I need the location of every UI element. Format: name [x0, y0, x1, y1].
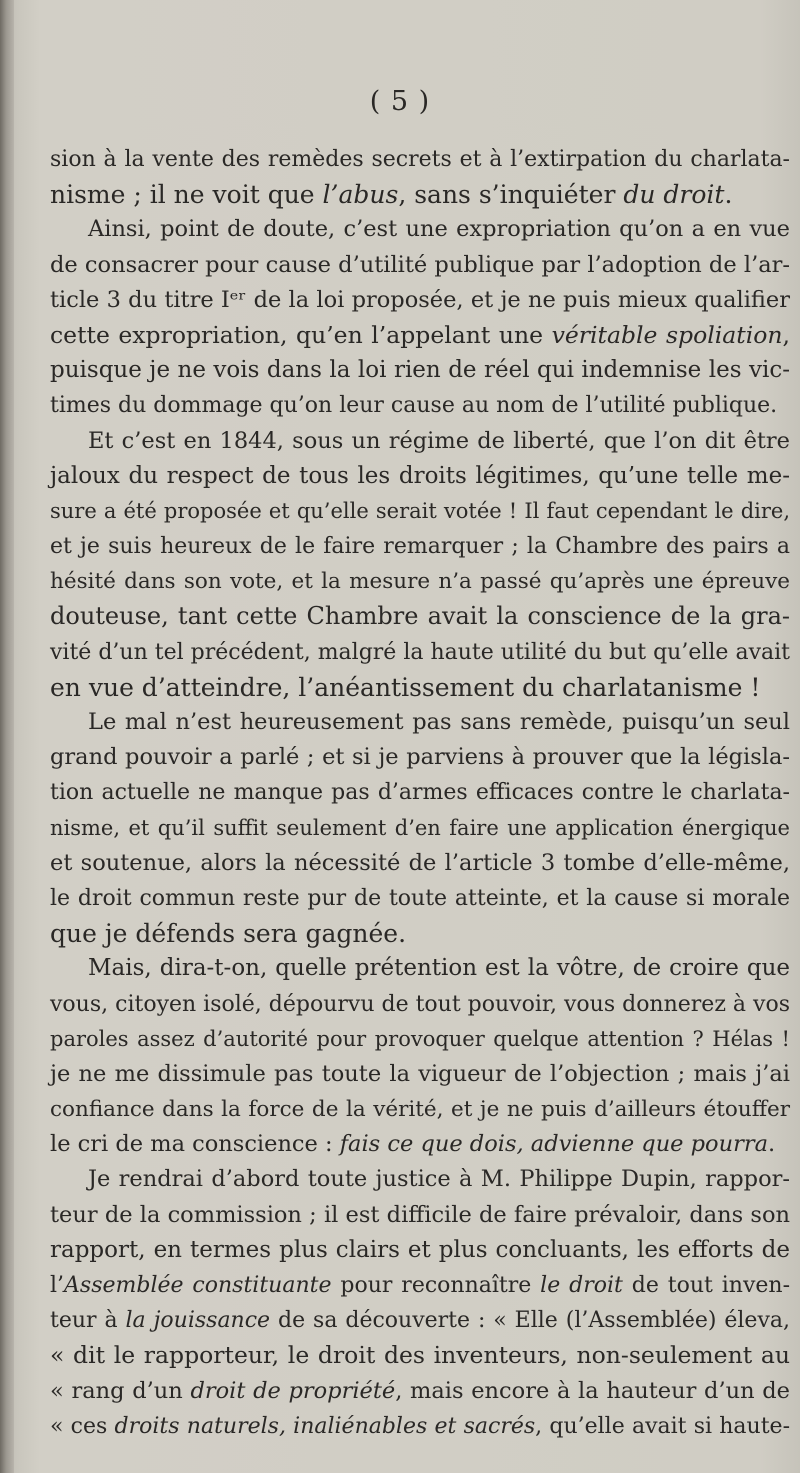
page-number: ( 5 )	[369, 86, 431, 117]
text-span: .	[768, 1131, 776, 1158]
text-span: puisque je ne vois dans la loi rien de réel qui indemnise les vic-	[50, 357, 790, 384]
text-span: en vue d’atteindre, l’anéantissement du charlatanisme !	[50, 672, 761, 702]
text-span: « rang d’un	[50, 1377, 191, 1404]
text-span: pour reconnaître	[331, 1273, 541, 1298]
text-span: de consacrer pour cause d’utilité publique par l’adoption de l’ar-	[50, 251, 790, 278]
text-span: .	[724, 180, 733, 210]
text-span: teur de la commission ; il est difficile de faire prévaloir, dans son	[50, 1201, 790, 1228]
italic-text: fais ce que dois, advienne que pourra	[339, 1131, 769, 1158]
text-span: rapport, en termes plus clairs et plus concluants, les efforts de	[50, 1236, 790, 1263]
text-span: sure a été proposée et qu’elle serait votée ! Il faut cependant le dire,	[50, 498, 790, 523]
text-span: et je suis heureux de le faire remarquer ; la Chambre des pairs a	[50, 534, 790, 560]
text-span: je ne me dissimule pas toute la vigueur de l’objection ; mais j’ai	[50, 1060, 790, 1087]
text-span: paroles assez d’autorité pour provoquer quelque attention ? Hélas !	[50, 1026, 790, 1051]
italic-text: du droit	[623, 180, 725, 210]
text-line	[50, 1092, 790, 1127]
text-line	[50, 635, 790, 670]
text-span: et soutenue, alors la nécessité de l’article 3 tombe d’elle-même,	[50, 849, 790, 876]
text-line	[50, 564, 790, 599]
text-line	[50, 1268, 790, 1303]
text-line	[50, 248, 790, 283]
text-line	[50, 142, 790, 177]
text-line	[50, 388, 790, 423]
text-line	[50, 353, 790, 388]
text-line	[50, 1303, 790, 1338]
text-span: le cri de ma conscience :	[50, 1131, 340, 1158]
text-span: sion à la vente des remèdes secrets et à l’extirpation du charlata-	[50, 147, 790, 172]
italic-text: droit de propriété	[190, 1377, 396, 1404]
text-line	[50, 1162, 790, 1197]
body-text	[50, 142, 790, 1444]
italic-text: le droit	[540, 1273, 623, 1298]
text-span: l’	[50, 1273, 65, 1298]
italic-text: Assemblée constituante	[64, 1273, 332, 1298]
text-span: teur à	[50, 1308, 126, 1334]
text-span: vous, citoyen isolé, dépourvu de tout pouvoir, vous donnerez à vos	[50, 991, 790, 1017]
text-line	[50, 916, 790, 951]
text-span: de sa découverte : « Elle (l’Assemblée) éleva,	[270, 1308, 790, 1334]
text-line	[50, 459, 790, 494]
text-line	[50, 212, 790, 247]
text-line	[50, 529, 790, 564]
text-span: tion actuelle ne manque pas d’armes efficaces contre le charlata-	[50, 780, 790, 806]
text-line	[50, 705, 790, 740]
text-line	[50, 318, 790, 353]
text-span: Ainsi, point de doute, c’est une expropriation qu’on a en vue	[88, 216, 790, 243]
text-span: ticle 3 du titre Iᵉʳ de la loi proposée, et je ne puis mieux qualifier	[50, 286, 790, 313]
text-span: « dit le rapporteur, le droit des inventeurs, non-seulement au	[50, 1341, 790, 1370]
text-span: douteuse, tant cette Chambre avait la conscience de la gra-	[50, 602, 790, 631]
text-line	[50, 740, 790, 775]
text-line	[50, 1022, 790, 1057]
text-span: Le mal n’est heureusement pas sans remède, puisqu’un seul	[88, 709, 790, 735]
text-span: times du dommage qu’on leur cause au nom de l’utilité publique.	[50, 393, 778, 419]
text-line	[50, 424, 790, 459]
text-span: « ces	[50, 1413, 115, 1439]
text-line	[50, 670, 790, 705]
text-span: de tout inven-	[622, 1273, 790, 1298]
text-span: , qu’elle avait si haute-	[535, 1413, 791, 1439]
italic-text: la jouissance	[125, 1308, 271, 1334]
italic-text: véritable spoliation	[551, 320, 783, 349]
text-span: , mais encore à la hauteur d’un de	[395, 1377, 790, 1404]
text-line	[50, 1409, 790, 1444]
text-line	[50, 951, 790, 986]
text-span: nisme, et qu’il suffit seulement d’en faire une application énergique	[50, 815, 790, 840]
book-spine-shadow	[0, 0, 14, 1473]
text-span: jaloux du respect de tous les droits légitimes, qu’une telle me-	[50, 462, 790, 489]
italic-text: droits naturels, inaliénables et sacrés	[114, 1413, 536, 1439]
text-line	[50, 1198, 790, 1233]
italic-text: l’abus	[322, 180, 399, 210]
text-span: , sans s’inquiéter	[398, 180, 624, 210]
text-line	[50, 987, 790, 1022]
text-span: grand pouvoir a parlé ; et si je parviens à prouver que la législa-	[50, 744, 790, 771]
text-line	[50, 494, 790, 529]
text-line	[50, 283, 790, 318]
text-line	[50, 811, 790, 846]
text-line	[50, 1233, 790, 1268]
text-span: vité d’un tel précédent, malgré la haute utilité du but qu’elle avait	[50, 639, 790, 665]
text-line	[50, 881, 790, 916]
text-span: Mais, dira-t-on, quelle prétention est la vôtre, de croire que	[88, 955, 790, 982]
text-span: Et c’est en 1844, sous un régime de liberté, que l’on dit être	[88, 427, 790, 454]
text-span: hésité dans son vote, et la mesure n’a passé qu’après une épreuve	[50, 569, 790, 595]
text-span: confiance dans la force de la vérité, et je ne puis d’ailleurs étouffer	[50, 1097, 790, 1123]
text-line	[50, 1338, 790, 1373]
text-span: cette expropriation, qu’en l’appelant une	[50, 320, 552, 349]
text-line	[50, 599, 790, 634]
text-line	[50, 846, 790, 881]
text-span: que je défends sera gagnée.	[50, 919, 407, 949]
text-line	[50, 775, 790, 810]
text-span: nisme ; il ne voit que	[50, 180, 323, 210]
text-line	[50, 1127, 790, 1162]
text-span: ,	[782, 320, 790, 349]
text-line	[50, 1374, 790, 1409]
text-line	[50, 177, 790, 212]
text-span: le droit commun reste pur de toute atteinte, et la cause si morale	[50, 885, 790, 911]
text-span: Je rendrai d’abord toute justice à M. Philippe Dupin, rappor-	[88, 1166, 790, 1193]
text-line	[50, 1057, 790, 1092]
